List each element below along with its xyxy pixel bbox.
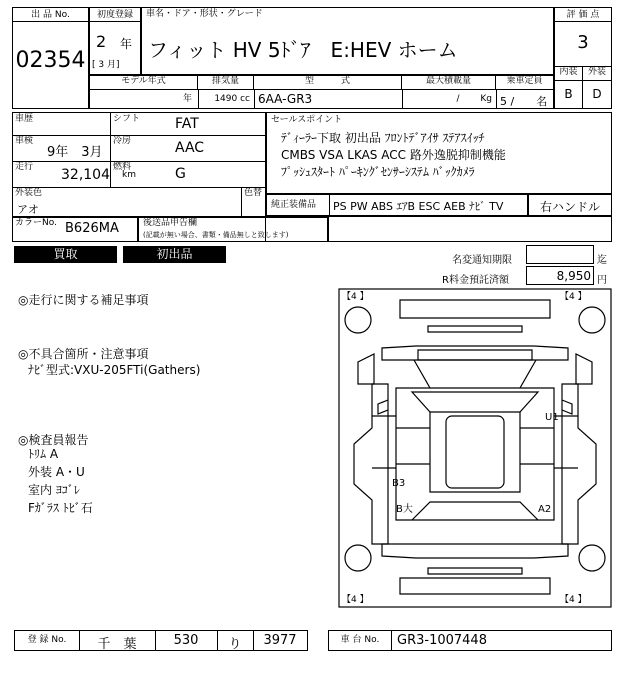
defect-notes-header: ◎不具合箇所・注意事項 [18, 347, 149, 361]
plate-kana: り [228, 637, 242, 652]
inspector-report-line: ﾄﾘﾑ A [28, 447, 59, 461]
aftermarket-note: (記載が無い場合、書類・備品無しと致します) [143, 231, 289, 239]
equipment-label: 純正装備品 [271, 200, 317, 210]
color-number-label: カラーNo. [15, 218, 57, 228]
capacity: 5 / 名 [500, 95, 548, 108]
sales-points-box [266, 112, 612, 194]
chassis-number-box [328, 630, 612, 651]
sales-empty-box [328, 216, 612, 242]
mileage-label: 走行 [15, 162, 34, 172]
spec-row [89, 75, 554, 109]
first-listing-tag: 初出品 [123, 246, 226, 263]
name-change-unit: 迄 [597, 255, 607, 266]
aircon: AAC [175, 140, 205, 156]
interior-grade: B [555, 80, 583, 108]
first-registration-year: 2 [96, 32, 107, 51]
tire-label-fr: 【4 】 [560, 292, 587, 302]
equipment-box [266, 194, 528, 216]
plate-class: 530 [173, 633, 199, 648]
car-outline [345, 300, 605, 594]
shift-label: シフト [113, 114, 141, 124]
equipment: PS PW ABS ｴｱB ESC AEB ﾅﾋﾞ TV [333, 200, 504, 213]
model-year-label: モデル年式 [90, 76, 198, 90]
name-change-label: 名変通知期限 [452, 255, 512, 266]
capacity-label: 乗車定員 [496, 76, 553, 90]
handle-box [528, 194, 612, 216]
displacement: 1490 cc [214, 94, 250, 104]
first-registration-label: 初度登録 [90, 8, 140, 22]
grade-box [554, 7, 612, 109]
driving-notes-header: ◎走行に関する補足事項 [18, 293, 149, 307]
exterior-color: アオ [17, 203, 39, 216]
color-number-box [12, 216, 138, 242]
exterior-label: 外装 [583, 66, 611, 80]
sales-points-label: セールスポイント [271, 115, 343, 125]
max-load-label: 最大積載量 [402, 76, 496, 90]
aircon-label: 冷房 [113, 136, 132, 146]
lot-number: 02354 [15, 48, 86, 73]
diagram-frame [339, 289, 611, 607]
damage-mark-b-large: B大 [396, 504, 413, 515]
name-change-box [526, 245, 594, 264]
damage-mark-u1: U1 [545, 412, 559, 423]
steering-side: 右ハンドル [539, 200, 600, 214]
chassis-label: 車 台 No. [340, 635, 380, 645]
mileage-unit-visible: km [122, 170, 136, 180]
overall-grade: 3 [577, 32, 589, 53]
tire-label-fl: 【4 】 [342, 292, 369, 302]
inspection-label: 車検 [15, 136, 34, 146]
mileage: 32,104 [61, 167, 110, 183]
aftermarket-label: 後送品申告欄 [143, 218, 198, 228]
fuel-label: 燃料 [113, 162, 132, 172]
sales-point-line: CMBS VSA LKAS ACC 路外逸脱抑制機能 [281, 148, 506, 162]
buyout-tag: 買取 [14, 246, 117, 263]
sales-point-line: ﾃﾞｨｰﾗｰ下取 初出品 ﾌﾛﾝﾄﾃﾞｱｲｻ ｽﾃｱｽｲｯﾁ [281, 131, 485, 145]
color-number: B626MA [65, 221, 119, 236]
car-name: フィット HV 5ﾄﾞｱ E:HEV ホーム [148, 38, 458, 62]
chassis-number: GR3-1007448 [397, 633, 487, 648]
grade-label: 評 価 点 [555, 8, 611, 22]
first-registration-box [89, 7, 141, 75]
exterior-grade: D [583, 80, 611, 108]
history-label: 車歴 [15, 114, 34, 124]
model-year-unit: 年 [182, 94, 192, 104]
fuel: G [175, 166, 186, 182]
car-diagram-svg [338, 288, 612, 608]
plate-serial: 3977 [263, 633, 297, 648]
tire-label-rl: 【4 】 [342, 595, 369, 605]
first-registration-month: [ 3 月] [92, 60, 120, 70]
car-damage-diagram [338, 288, 612, 608]
inspection: 9年 3月 [47, 145, 103, 160]
year-unit: 年 [120, 37, 133, 51]
recycle-fee-unit: 円 [597, 275, 607, 286]
recycle-fee-amount: 8,950 [556, 269, 591, 283]
shift: FAT [175, 116, 199, 132]
interior-label: 内装 [555, 66, 583, 80]
exterior-color-label: 外装色 [15, 188, 43, 198]
damage-mark-a2: A2 [538, 504, 552, 515]
displacement-label: 排気量 [198, 76, 254, 90]
car-name-box [141, 7, 554, 75]
lot-number-box [12, 7, 89, 109]
inspector-report-line: Fｶﾞﾗｽ ﾄﾋﾞ石 [28, 501, 93, 515]
color-change-label: 色替 [244, 188, 263, 198]
inspector-report-line: 外装 A・U [28, 465, 85, 479]
inspector-report-line: 室内 ﾖｺﾞﾚ [28, 483, 80, 497]
damage-mark-b3: B3 [392, 478, 406, 489]
model-type: 6AA-GR3 [258, 92, 313, 106]
aftermarket-box [138, 216, 328, 242]
recycle-fee-label: R料金預託済額 [442, 275, 509, 286]
plate-region: 千 葉 [97, 637, 137, 652]
recycle-fee-box [526, 266, 594, 285]
max-load: / Kg [456, 94, 492, 104]
defect-note-line: ﾅﾋﾞ型式:VXU-205FTi(Gathers) [28, 363, 201, 377]
lot-number-label: 出 品 No. [13, 8, 88, 22]
plate-label: 登 録 No. [27, 635, 67, 645]
type-label: 型 式 [254, 76, 402, 90]
plate-number-box [14, 630, 308, 651]
sales-point-line: ﾌﾟｯｼｭｽﾀｰﾄ ﾊﾟｰｷﾝｸﾞｾﾝｻｰｼｽﾃﾑ ﾊﾞｯｸｶﾒﾗ [281, 165, 475, 179]
tire-label-rr: 【4 】 [560, 595, 587, 605]
inspector-report-header: ◎検査員報告 [18, 433, 89, 447]
car-name-label: 車名・ドア・形状・グレード [146, 9, 263, 19]
